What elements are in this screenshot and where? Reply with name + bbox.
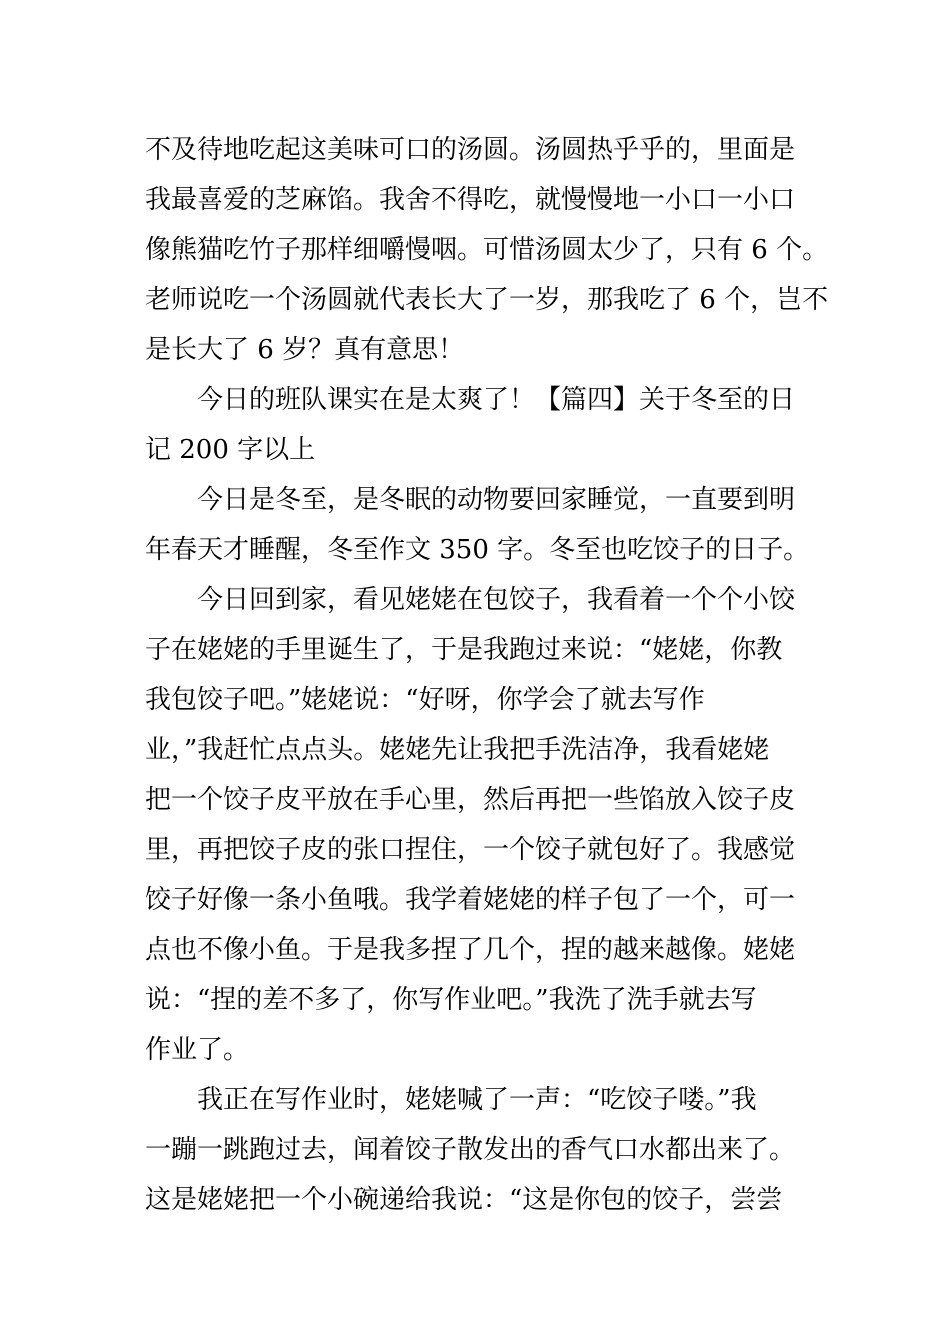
text-line: 作业了。 [145, 1035, 250, 1065]
text-line: 里，再把饺子皮的张口捏住，一个饺子就包好了。我感觉 [145, 835, 796, 865]
text-line: 是长大了 6 岁？真有意思！ [145, 335, 465, 365]
text-line: 我最喜爱的芝麻馅。我舍不得吃，就慢慢地一小口一小口 [145, 185, 796, 215]
text-line: 业，”我赶忙点点头。姥姥先让我把手洗洁净，我看姥姥 [145, 735, 770, 765]
text-line: 一蹦一跳跑过去，闻着饺子散发出的香气口水都出来了。 [145, 1135, 796, 1165]
document-body [145, 125, 829, 1225]
text-line: 子在姥姥的手里诞生了，于是我跑过来说：“姥姥，你教 [145, 635, 783, 665]
text-line: 今日的班队课实在是太爽了！【篇四】关于冬至的日 [197, 385, 796, 415]
text-line: 我包饺子吧。”姥姥说：“好呀，你学会了就去写作 [145, 685, 705, 715]
text-line: 把一个饺子皮平放在手心里，然后再把一些馅放入饺子皮 [145, 785, 796, 815]
text-line: 像熊猫吃竹子那样细嚼慢咽。可惜汤圆太少了，只有 6 个。 [145, 235, 829, 265]
text-line: 这是姥姥把一个小碗递给我说：“这是你包的饺子，尝尝 [145, 1185, 783, 1215]
text-line: 饺子好像一条小鱼哦。我学着姥姥的样子包了一个，可一 [145, 885, 796, 915]
text-line: 不及待地吃起这美味可口的汤圆。汤圆热乎乎的，里面是 [145, 135, 796, 165]
text-line: 老师说吃一个汤圆就代表长大了一岁，那我吃了 6 个，岂不 [145, 285, 829, 315]
text-line: 记 200 字以上 [145, 435, 316, 465]
text-line: 说：“捏的差不多了，你写作业吧。”我洗了洗手就去写 [145, 985, 757, 1015]
text-line: 年春天才睡醒，冬至作文 350 字。冬至也吃饺子的日子。 [145, 535, 810, 565]
text-line: 点也不像小鱼。于是我多捏了几个，捏的越来越像。姥姥 [145, 935, 796, 965]
text-line: 今日回到家，看见姥姥在包饺子，我看着一个个小饺 [197, 585, 796, 615]
text-line: 今日是冬至，是冬眠的动物要回家睡觉，一直要到明 [197, 485, 796, 515]
text-line: 我正在写作业时，姥姥喊了一声：“吃饺子喽。”我 [197, 1085, 757, 1115]
